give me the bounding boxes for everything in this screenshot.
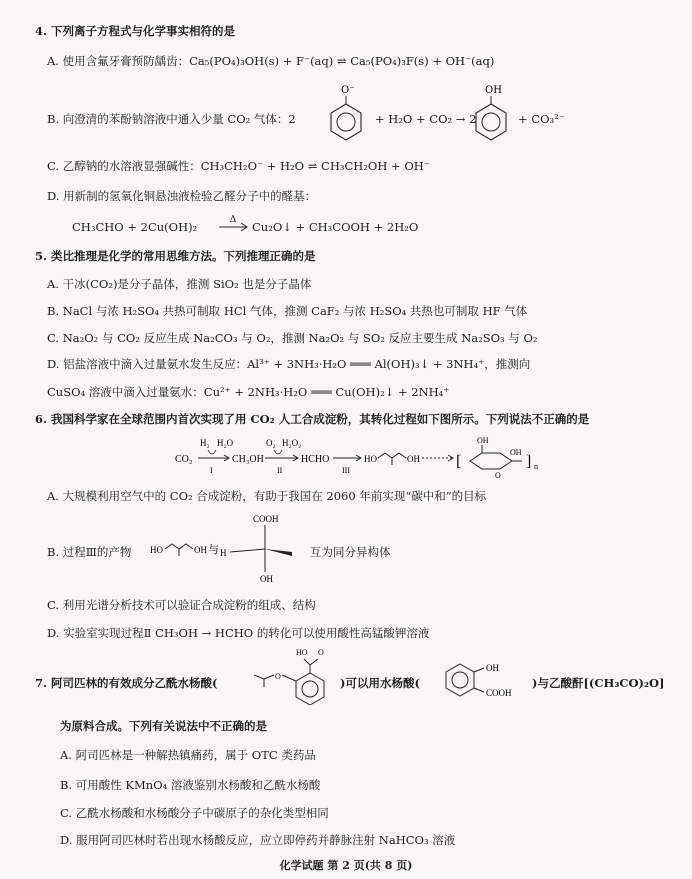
q7-option-a: A. 阿司匹林是一种解热镇痛药，属于 OTC 类药品 [60, 748, 316, 762]
q6-option-b-right: 互为同分异构体 [310, 545, 391, 559]
salicylic-acid-structure [440, 656, 530, 702]
scheme-o2: O₂ [266, 438, 276, 448]
q4-option-d-eq-cond: Δ [229, 215, 237, 225]
b-with: 与 [208, 544, 219, 556]
scheme-dha-oh: OH [407, 454, 420, 464]
starch-synthesis-scheme [170, 433, 570, 483]
q5-option-d-line2: CuSO₄ 溶液中滴入过量氨水：Cu²⁺ + 2NH₃·H₂O ═══ Cu(OH)₂↓ + 2NH₄⁺ [47, 385, 450, 399]
q4-option-d-eq-left: CH₃CHO + 2Cu(OH)₂ [72, 220, 198, 234]
aspirin-ho: HO [296, 648, 308, 657]
q5-stem: 5. 类比推理是化学的常用思维方法。下列推理正确的是 [35, 249, 316, 263]
q4-option-b-right: + CO₃²⁻ [518, 112, 565, 126]
reaction-arrow [218, 222, 250, 232]
scheme-ch3oh: CH₃OH [232, 454, 264, 465]
scheme-h2-1: H₂ [200, 438, 210, 448]
q6-option-b-left: B. 过程Ⅲ的产物 [47, 545, 132, 559]
scheme-h2o-1: H₂O [217, 438, 234, 448]
svg-text:[: [ [456, 453, 462, 470]
sal-cooh: COOH [486, 688, 512, 698]
q4-option-d-eq-right: Cu₂O↓ + CH₃COOH + 2H₂O [252, 220, 419, 234]
q4-stem: 4. 下列离子方程式与化学事实相符的是 [35, 24, 236, 38]
scheme-step1: I [210, 466, 213, 475]
svg-text:]: ] [526, 453, 532, 470]
q4-option-d-stem: D. 用新制的氢氧化铜悬浊液检验乙醛分子中的醛基： [47, 189, 317, 203]
q6-option-c: C. 利用光谱分析技术可以验证合成淀粉的组成、结构 [47, 598, 316, 612]
svg-text:O: O [275, 672, 281, 681]
q5-option-b: B. NaCl 与浓 H₂SO₄ 共热可制取 HCl 气体，推测 CaF₂ 与浓 H₂SO₄ 共热也可制取 HF 气体 [47, 304, 528, 318]
b-oh: OH [194, 545, 207, 555]
q4-option-b-mid: + H₂O + CO₂ → 2 [375, 112, 477, 126]
scheme-dha-ho: HO [364, 454, 377, 464]
q5-option-d-line1: D. 铝盐溶液中滴入过量氨水发生反应：Al³⁺ + 3NH₃·H₂O ═══ Al(OH)₃↓ + 3NH₄⁺，推测向 [47, 357, 531, 371]
page-footer: 化学试题 第 2 页(共 8 页) [279, 859, 413, 872]
scheme-hcho: HCHO [301, 454, 330, 465]
phenoxide-structure [322, 82, 372, 146]
b-h: H [220, 548, 227, 558]
q6-option-a: A. 大规模利用空气中的 CO₂ 合成淀粉，有助于我国在 2060 年前实现“碳中和”的目标 [47, 489, 487, 503]
q7-stem-mid: )可以用水杨酸( [340, 676, 420, 690]
scheme-step2: II [277, 466, 283, 475]
q4-option-a: A. 使用含氟牙膏预防龋齿：Ca₅(PO₄)₃OH(s) + F⁻(aq) ⇌ Ca₅(PO₄)₃F(s) + OH⁻(aq) [47, 54, 495, 68]
q7-stem-left: 7. 阿司匹林的有效成分乙酰水杨酸( [35, 676, 218, 690]
q7-option-c: C. 乙酰水杨酸和水杨酸分子中碳原子的杂化类型相同 [60, 806, 329, 820]
q7-stem-right: )与乙酸酐[(CH₃CO)₂O] [532, 676, 665, 690]
q6-stem: 6. 我国科学家在全球范围内首次实现了用 CO₂ 人工合成淀粉，其转化过程如下图所示。下列说法不正确的是 [35, 412, 590, 426]
aspirin-structure [238, 645, 340, 705]
scheme-n: n [534, 462, 538, 471]
b-cooh: COOH [253, 514, 279, 524]
phenoxide-label: O⁻ [341, 85, 355, 96]
scheme-step3: III [342, 466, 350, 475]
q4-option-b-left: B. 向澄清的苯酚钠溶液中通入少量 CO₂ 气体：2 [47, 112, 296, 126]
q7-option-d: D. 服用阿司匹林时若出现水杨酸反应，应立即停药并静脉注射 NaHCO₃ 溶液 [60, 833, 456, 847]
q5-option-c: C. Na₂O₂ 与 CO₂ 反应生成 Na₂CO₃ 与 O₂，推测 Na₂O₂ 与 SO₂ 反应主要生成 Na₂SO₃ 与 O₂ [47, 331, 538, 345]
phenol-structure [467, 82, 517, 146]
scheme-co2: CO₂ [175, 454, 193, 465]
q6-option-d: D. 实验室实现过程Ⅱ CH₃OH → HCHO 的转化可以使用酸性高锰酸钾溶液 [47, 626, 430, 640]
scheme-o-label: O [495, 471, 501, 480]
q7-option-b: B. 可用酸性 KMnO₄ 溶液鉴别水杨酸和乙酰水杨酸 [60, 778, 321, 792]
sal-oh: OH [486, 663, 499, 673]
q6-option-b-structures [150, 512, 310, 584]
q4-option-c: C. 乙醇钠的水溶液显强碱性：CH₃CH₂O⁻ + H₂O ⇌ CH₃CH₂OH + OH⁻ [47, 159, 430, 173]
scheme-oh-right: OH [510, 448, 522, 457]
aspirin-o: O [318, 648, 324, 657]
b-oh2: OH [260, 574, 273, 584]
q5-option-a: A. 干冰(CO₂)是分子晶体，推测 SiO₂ 也是分子晶体 [47, 277, 312, 291]
scheme-oh-top: OH [477, 436, 489, 445]
q7-stem-2: 为原料合成。下列有关说法中不正确的是 [60, 719, 267, 733]
phenol-label: OH [485, 85, 502, 96]
b-ho: HO [150, 545, 163, 555]
scheme-h2o2: H₂O₂ [282, 438, 302, 448]
